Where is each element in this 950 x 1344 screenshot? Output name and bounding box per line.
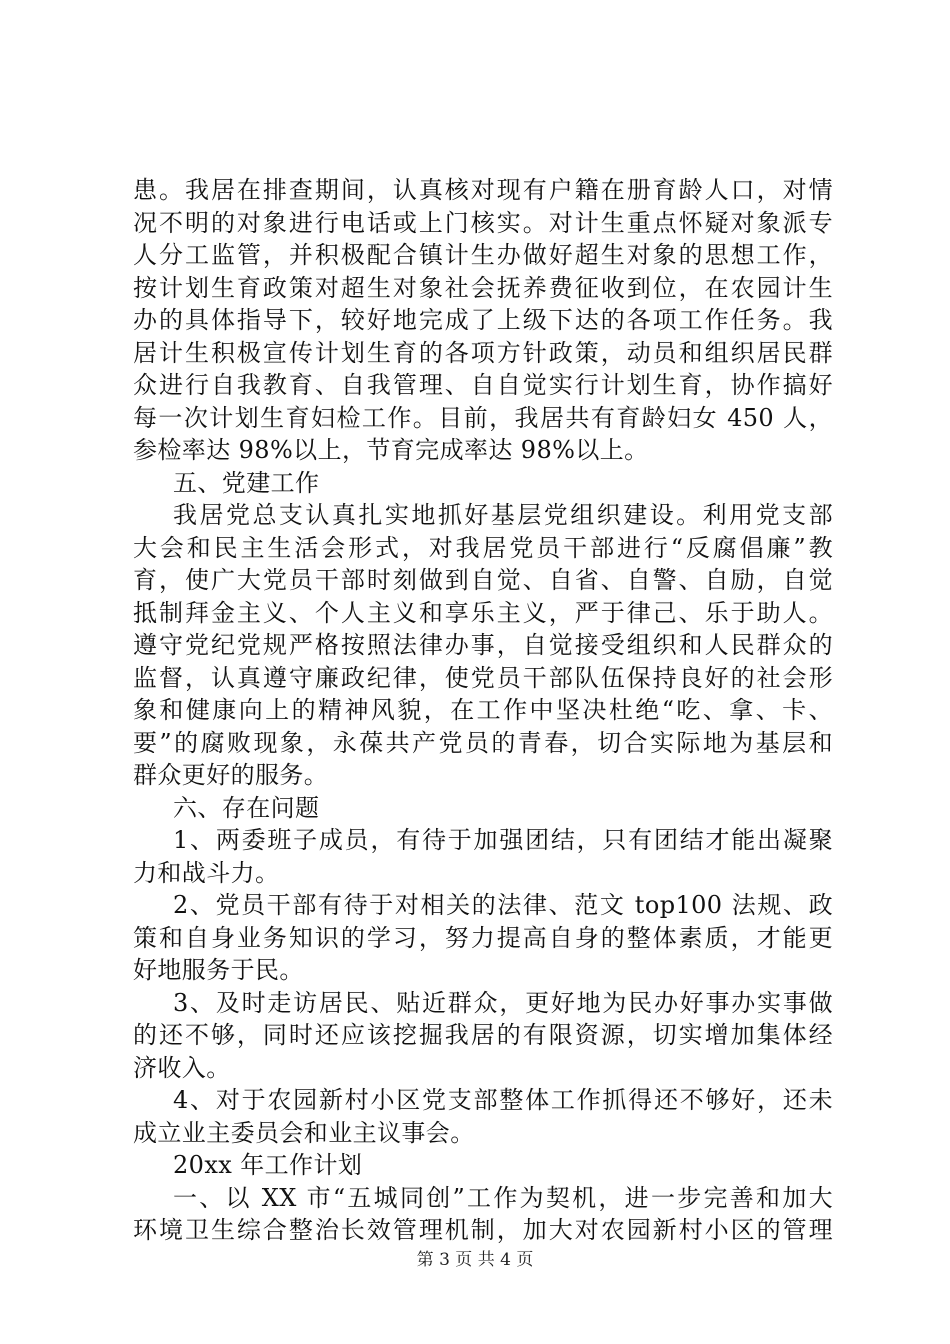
text-line: 1、两委班子成员，有待于加强团结，只有团结才能出凝聚 xyxy=(173,826,833,854)
text-line: 办的具体指导下，较好地完成了上级下达的各项工作任务。我 xyxy=(133,306,833,334)
text-line: 患。我居在排查期间，认真核对现有户籍在册育龄人口，对情 xyxy=(133,176,833,204)
text-line: 3、及时走访居民、贴近群众，更好地为民办好事办实事做 xyxy=(173,988,833,1017)
text-line: 每一次计划生育妇检工作。目前，我居共有育龄妇女 450 人， xyxy=(133,403,833,432)
text-line: 大会和民主生活会形式，对我居党员干部进行“反腐倡廉”教 xyxy=(133,533,833,562)
text-line: 一、以 XX 市“五城同创”工作为契机，进一步完善和加大 xyxy=(173,1183,833,1212)
text-line: 成立业主委员会和业主议事会。 xyxy=(133,1118,475,1147)
text-line: 监督，认真遵守廉政纪律，使党员干部队伍保持良好的社会形 xyxy=(133,663,833,692)
text-line: 人分工监管，并积极配合镇计生办做好超生对象的思想工作， xyxy=(133,241,833,269)
text-line: 好地服务于民。 xyxy=(133,956,304,984)
text-line: 策和自身业务知识的学习，努力提高自身的整体素质，才能更 xyxy=(133,923,833,952)
document-body xyxy=(133,174,833,1247)
text-line: 2、党员干部有待于对相关的法律、范文 top100 法规、政 xyxy=(173,891,833,919)
text-line: 六、存在问题 xyxy=(173,793,320,822)
text-line: 济收入。 xyxy=(133,1053,231,1082)
text-line: 我居党总支认真扎实地抓好基层党组织建设。利用党支部 xyxy=(173,501,833,529)
text-line: 遵守党纪党规严格按照法律办事，自觉接受组织和人民群众的 xyxy=(133,631,833,659)
text-line: 环境卫生综合整治长效管理机制，加大对农园新村小区的管理 xyxy=(133,1216,833,1244)
page-footer: 第 3 页 共 4 页 xyxy=(416,1250,534,1270)
text-line: 按计划生育政策对超生对象社会抚养费征收到位，在农园计生 xyxy=(133,273,833,302)
text-line: 力和战斗力。 xyxy=(133,858,280,887)
text-line: 五、党建工作 xyxy=(173,468,320,497)
text-line: 的还不够，同时还应该挖掘我居的有限资源，切实增加集体经 xyxy=(133,1021,833,1049)
text-line: 众进行自我教育、自我管理、自自觉实行计划生育，协作搞好 xyxy=(133,371,833,399)
text-line: 要”的腐败现象，永葆共产党员的青春，切合实际地为基层和 xyxy=(133,728,833,757)
text-line: 参检率达 98%以上，节育完成率达 98%以上。 xyxy=(133,436,649,464)
text-line: 群众更好的服务。 xyxy=(133,761,329,789)
text-line: 育，使广大党员干部时刻做到自觉、自省、自警、自励，自觉 xyxy=(133,566,833,594)
text-line: 况不明的对象进行电话或上门核实。对计生重点怀疑对象派专 xyxy=(133,208,833,237)
text-line: 4、对于农园新村小区党支部整体工作抓得还不够好，还未 xyxy=(173,1086,833,1114)
text-line: 居计生积极宣传计划生育的各项方针政策，动员和组织居民群 xyxy=(133,338,833,367)
text-line: 20xx 年工作计划 xyxy=(173,1151,363,1179)
text-line: 抵制拜金主义、个人主义和享乐主义，严于律己、乐于助人。 xyxy=(133,598,833,627)
text-line: 象和健康向上的精神风貌，在工作中坚决杜绝“吃、拿、卡、 xyxy=(133,696,833,724)
